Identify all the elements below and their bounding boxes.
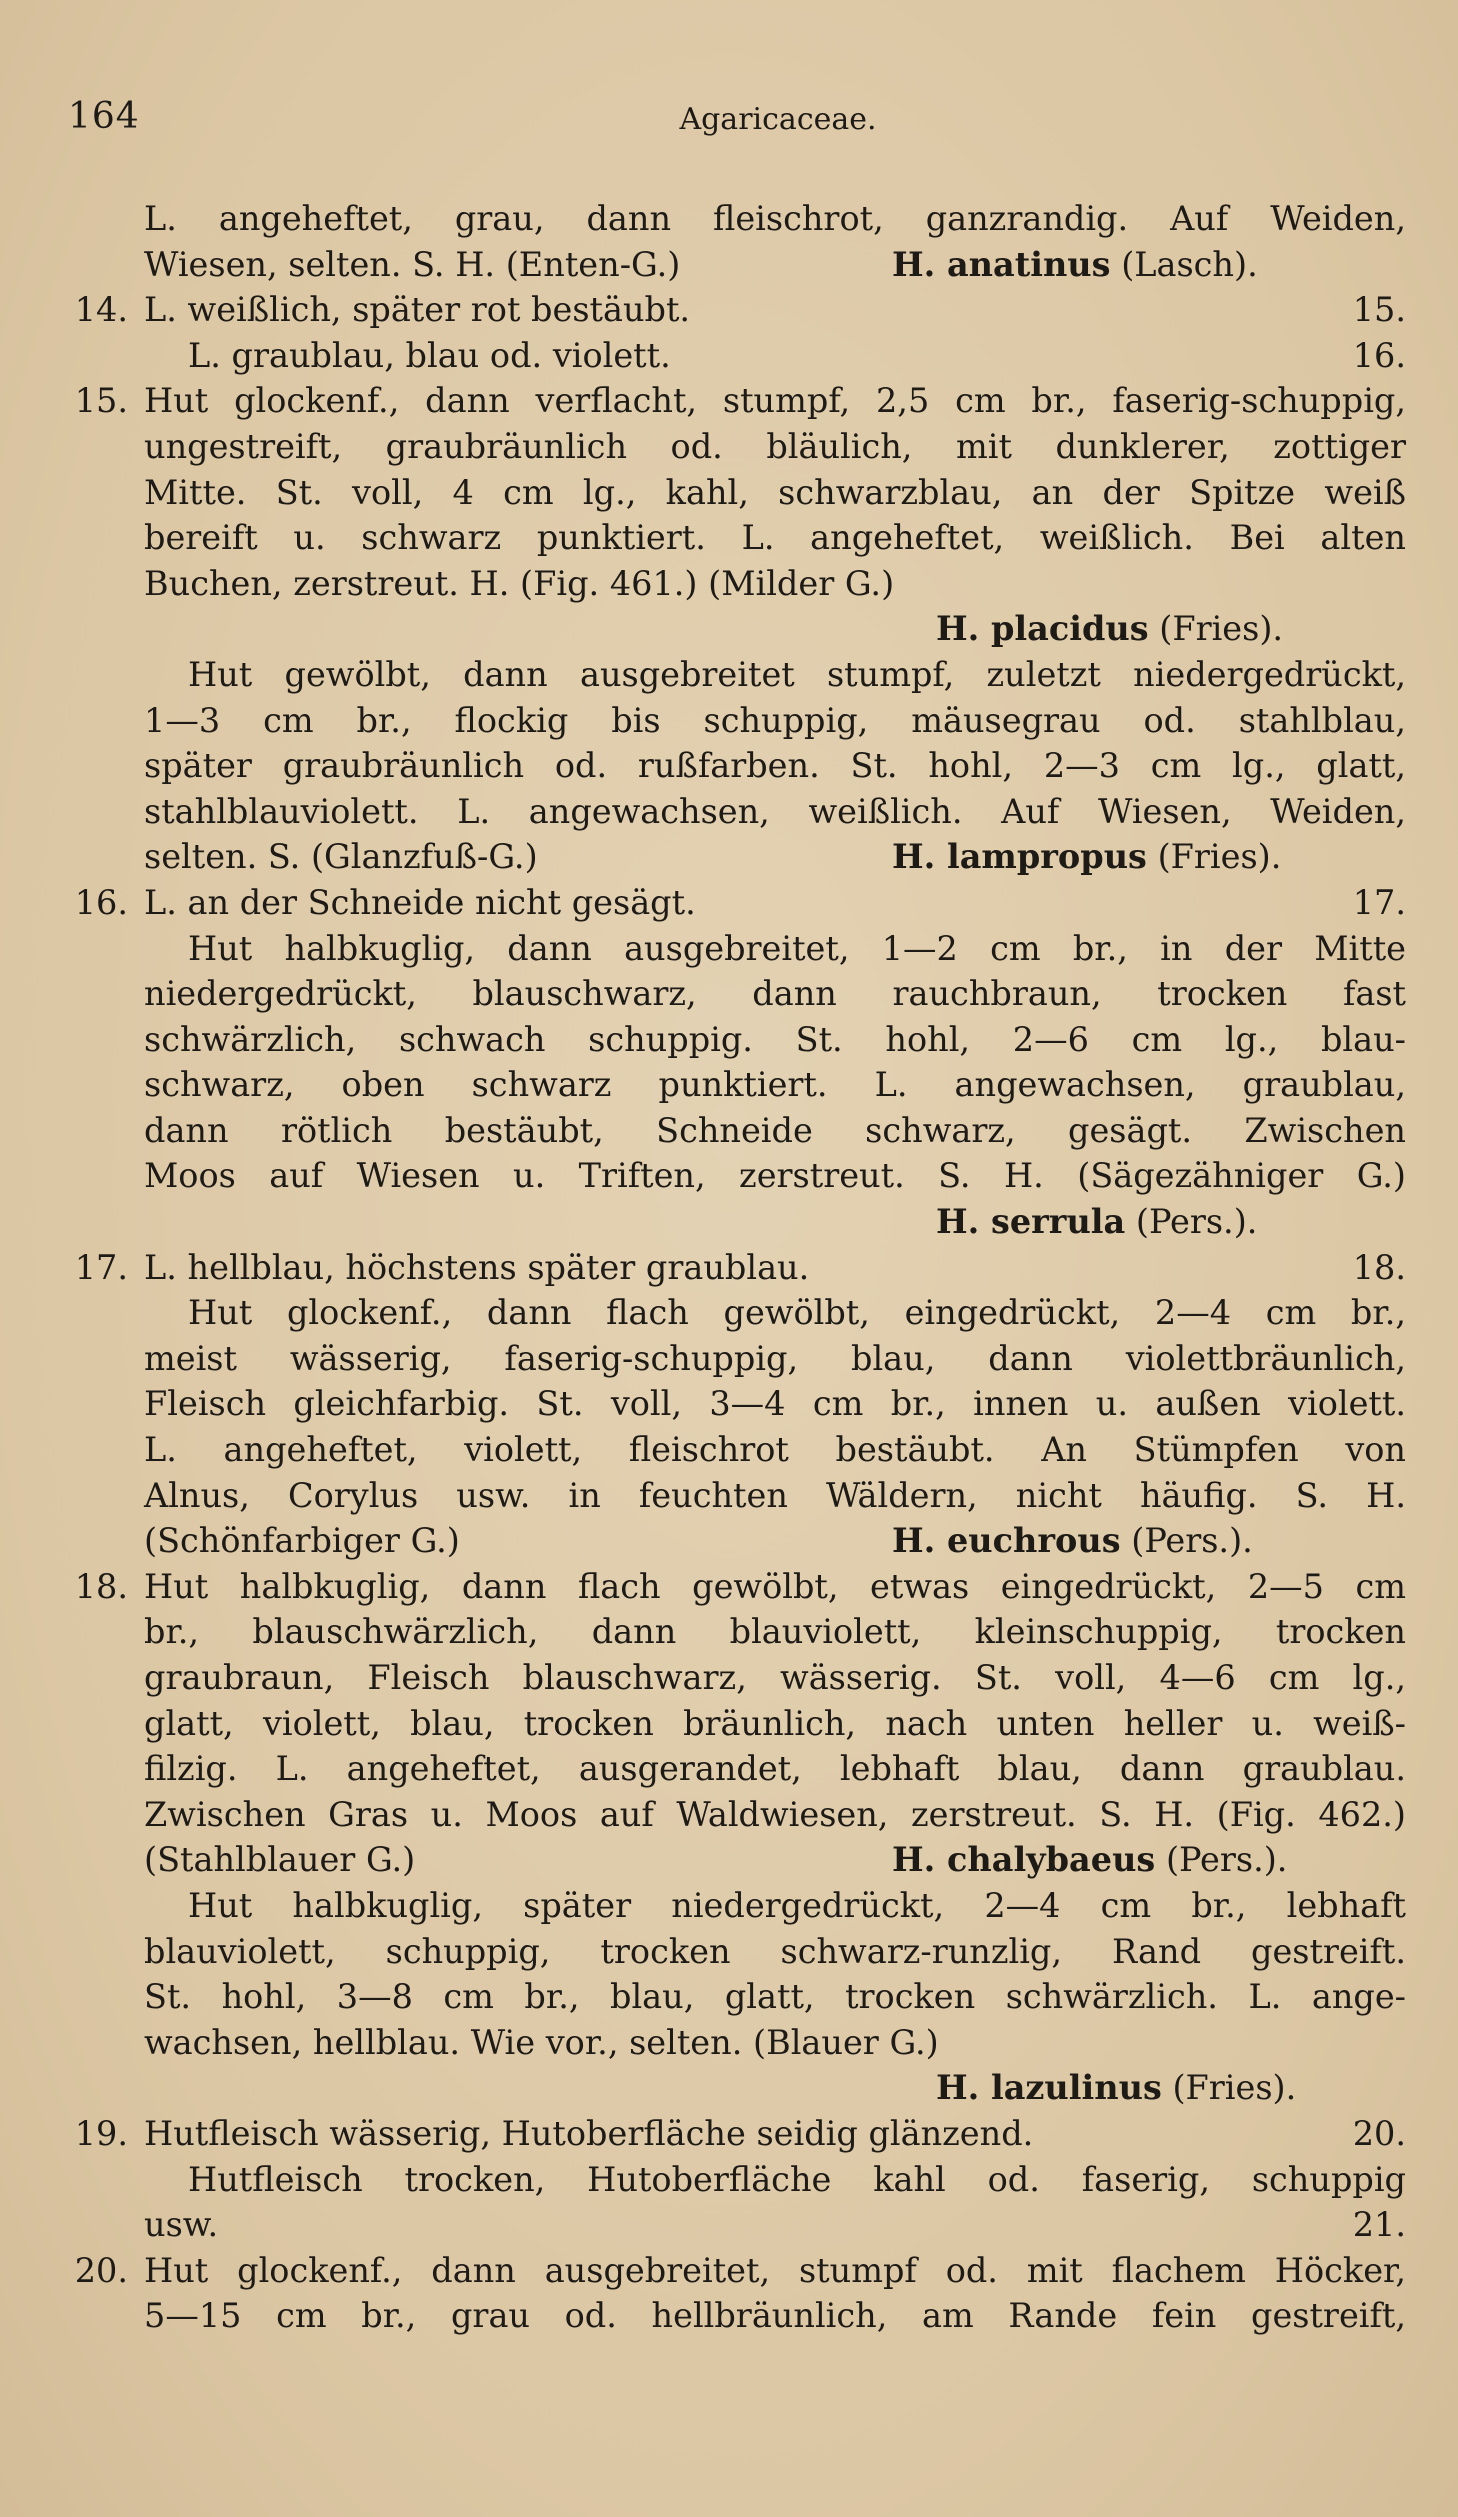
text-line <box>0 2111 1458 2157</box>
text-line <box>0 196 1458 242</box>
line-text: filzig. L. angeheftet, ausgerandet, lebhaft blau, dann graublau. <box>144 1749 1406 1789</box>
line-text: Hut glockenf., dann ausgebreitet, stumpf od. mit flachem Höcker, <box>144 2250 1406 2290</box>
species-author: (Fries). <box>1159 609 1284 649</box>
key-statement: L. an der Schneide nicht gesägt. <box>144 882 696 922</box>
text-line <box>0 1473 1458 1519</box>
key-reference: 15. <box>1352 290 1406 330</box>
species-author: (Fries). <box>1157 837 1282 877</box>
text-line <box>0 1974 1458 2020</box>
species-name: H. placidus <box>936 609 1149 649</box>
line-text: stahlblauviolett. L. angewachsen, weißlich. Auf Wiesen, Weiden, <box>144 791 1406 831</box>
text-line <box>0 2202 1458 2248</box>
line-text: Fleisch gleichfarbig. St. voll, 3—4 cm br., innen u. außen violett. <box>144 1384 1406 1424</box>
text-line <box>0 1153 1458 1199</box>
line-text: L. angeheftet, grau, dann fleischrot, ganzrandig. Auf Weiden, <box>144 199 1406 238</box>
species-name: H. euchrous <box>892 1521 1121 1561</box>
line-text: schwarz, oben schwarz punktiert. L. angewachsen, graublau, <box>144 1065 1406 1105</box>
text-line <box>0 698 1458 744</box>
text-line <box>0 242 1458 288</box>
line-text <box>188 333 1406 379</box>
running-head: Agaricaceae. <box>679 102 877 137</box>
key-number: 14. <box>74 290 128 330</box>
text-line <box>0 2293 1458 2339</box>
text-line <box>0 561 1458 607</box>
key-number: 15. <box>74 381 128 421</box>
page-number: 164 <box>68 96 140 137</box>
text-line <box>0 1518 1458 1564</box>
text-line <box>0 1564 1458 1610</box>
key-reference: 17. <box>1352 882 1406 922</box>
species-name: H. anatinus <box>892 244 1111 284</box>
line-text: Moos auf Wiesen u. Triften, zerstreut. S. H. (Sägezähniger G.) <box>144 1156 1406 1196</box>
text-line <box>0 1746 1458 1792</box>
text-line <box>0 652 1458 698</box>
line-text: Mitte. St. voll, 4 cm lg., kahl, schwarzblau, an der Spitze weiß <box>144 472 1406 512</box>
text-line <box>0 1929 1458 1975</box>
text-line <box>0 333 1458 379</box>
common-name: (Schönfarbiger G.) <box>144 1521 460 1561</box>
text-line <box>0 470 1458 516</box>
text-line <box>0 1609 1458 1655</box>
text-line <box>0 2065 1458 2111</box>
line-text <box>144 1245 1406 1291</box>
text-line <box>0 1245 1458 1291</box>
text-line <box>0 743 1458 789</box>
species-name: H. chalybaeus <box>892 1840 1156 1880</box>
line-text <box>144 2202 1406 2248</box>
line-text: Zwischen Gras u. Moos auf Waldwiesen, zerstreut. S. H. (Fig. 462.) <box>144 1794 1406 1834</box>
key-reference: 21. <box>1352 2205 1406 2245</box>
text-line <box>0 1792 1458 1838</box>
key-reference: 18. <box>1352 1247 1406 1287</box>
line-text: Hut glockenf., dann flach gewölbt, eingedrückt, 2—4 cm br., <box>188 1293 1406 1333</box>
text-line <box>0 880 1458 926</box>
text-line <box>0 1837 1458 1883</box>
line-text: Hut gewölbt, dann ausgebreitet stumpf, zuletzt niedergedrückt, <box>188 654 1406 694</box>
text-line <box>0 515 1458 561</box>
line-text: L. angeheftet, violett, fleischrot bestäubt. An Stümpfen von <box>144 1430 1406 1470</box>
key-reference: 20. <box>1352 2113 1406 2153</box>
line-text: Hutfleisch trocken, Hutoberfläche kahl od. faserig, schuppig <box>188 2159 1406 2199</box>
text-line <box>0 1290 1458 1336</box>
text-line <box>0 834 1458 880</box>
common-name: Wiesen, selten. S. H. (Enten-G.) <box>144 244 681 284</box>
text-line <box>0 1701 1458 1747</box>
text-line <box>0 971 1458 1017</box>
key-number: 20. <box>74 2250 128 2290</box>
line-text: St. hohl, 3—8 cm br., blau, glatt, trocken schwärzlich. L. ange- <box>144 1977 1406 2017</box>
text-line <box>0 287 1458 333</box>
key-statement: L. graublau, blau od. violett. <box>188 335 671 375</box>
text-line <box>0 1336 1458 1382</box>
text-line <box>0 1062 1458 1108</box>
page-header <box>68 96 1398 142</box>
line-text <box>144 1837 1406 1883</box>
species-author: (Pers.). <box>1165 1840 1288 1880</box>
text-line <box>0 606 1458 652</box>
page-body <box>0 196 1458 2339</box>
line-text: glatt, violett, blau, trocken bräunlich, nach unten heller u. weiß- <box>144 1703 1406 1743</box>
line-text: br., blauschwärzlich, dann blauviolett, kleinschuppig, trocken <box>144 1612 1406 1652</box>
text-line <box>0 424 1458 470</box>
species-name: H. lazulinus <box>936 2068 1162 2108</box>
line-text: graubraun, Fleisch blauschwarz, wässerig. St. voll, 4—6 cm lg., <box>144 1658 1406 1697</box>
species-name: H. serrula <box>936 1202 1126 1242</box>
text-line <box>0 2248 1458 2294</box>
line-text: Buchen, zerstreut. H. (Fig. 461.) (Milder G.) <box>144 563 895 603</box>
line-text: Alnus, Corylus usw. in feuchten Wäldern, nicht häufig. S. H. <box>144 1475 1406 1515</box>
common-name: selten. S. (Glanzfuß-G.) <box>144 837 538 877</box>
line-text: schwärzlich, schwach schuppig. St. hohl, 2—6 cm lg., blau- <box>144 1019 1406 1059</box>
species-name: H. lampropus <box>892 837 1147 877</box>
line-text: blauviolett, schuppig, trocken schwarz-runzlig, Rand gestreift. <box>144 1931 1406 1971</box>
text-line <box>0 926 1458 972</box>
species-author: (Pers.). <box>1131 1521 1253 1561</box>
key-statement: L. weißlich, später rot bestäubt. <box>144 290 691 330</box>
line-text: ungestreift, graubräunlich od. bläulich, mit dunklerer, zottiger <box>144 426 1406 466</box>
text-line <box>0 1427 1458 1473</box>
text-line <box>0 2020 1458 2066</box>
line-text <box>144 834 1406 880</box>
line-text: bereift u. schwarz punktiert. L. angeheftet, weißlich. Bei alten <box>144 518 1406 558</box>
line-text: später graubräunlich od. rußfarben. St. hohl, 2—3 cm lg., glatt, <box>144 746 1406 786</box>
text-line <box>0 1017 1458 1063</box>
text-line <box>0 378 1458 424</box>
text-line <box>0 789 1458 835</box>
line-text <box>144 242 1406 288</box>
species-author: (Lasch). <box>1121 244 1258 284</box>
key-statement: Hutfleisch wässerig, Hutoberfläche seidig glänzend. <box>144 2113 1034 2153</box>
line-text: 1—3 cm br., flockig bis schuppig, mäusegrau od. stahlblau, <box>144 700 1406 740</box>
key-statement: usw. <box>144 2205 219 2245</box>
line-text <box>144 287 1406 333</box>
species-author: (Pers.). <box>1135 1202 1258 1242</box>
line-text: Hut halbkuglig, später niedergedrückt, 2—4 cm br., lebhaft <box>188 1885 1406 1925</box>
line-text: Hut glockenf., dann verflacht, stumpf, 2,5 cm br., faserig-schuppig, <box>144 381 1406 421</box>
line-text <box>144 2111 1406 2157</box>
line-text: meist wässerig, faserig-schuppig, blau, dann violettbräunlich, <box>144 1338 1406 1378</box>
line-text <box>144 1518 1406 1564</box>
text-line <box>0 1108 1458 1154</box>
line-text: 5—15 cm br., grau od. hellbräunlich, am Rande fein gestreift, <box>144 2296 1406 2336</box>
text-line <box>0 2157 1458 2203</box>
key-number: 16. <box>74 882 128 922</box>
line-text: Hut halbkuglig, dann ausgebreitet, 1—2 cm br., in der Mitte <box>188 928 1406 968</box>
key-number: 19. <box>74 2113 128 2153</box>
key-number: 17. <box>74 1247 128 1287</box>
key-reference: 16. <box>1352 335 1406 375</box>
text-line <box>0 1381 1458 1427</box>
key-statement: L. hellblau, höchstens später graublau. <box>144 1247 810 1287</box>
common-name: (Stahlblauer G.) <box>144 1840 416 1880</box>
line-text: niedergedrückt, blauschwarz, dann rauchbraun, trocken fast <box>144 974 1406 1014</box>
line-text: dann rötlich bestäubt, Schneide schwarz, gesägt. Zwischen <box>144 1110 1406 1150</box>
key-number: 18. <box>74 1566 128 1606</box>
line-text <box>144 880 1406 926</box>
line-text: Hut halbkuglig, dann flach gewölbt, etwas eingedrückt, 2—5 cm <box>144 1566 1406 1606</box>
line-text: wachsen, hellblau. Wie vor., selten. (Blauer G.) <box>144 2022 939 2062</box>
species-author: (Fries). <box>1172 2068 1297 2108</box>
text-line <box>0 1883 1458 1929</box>
text-line <box>0 1199 1458 1245</box>
text-line <box>0 1655 1458 1701</box>
